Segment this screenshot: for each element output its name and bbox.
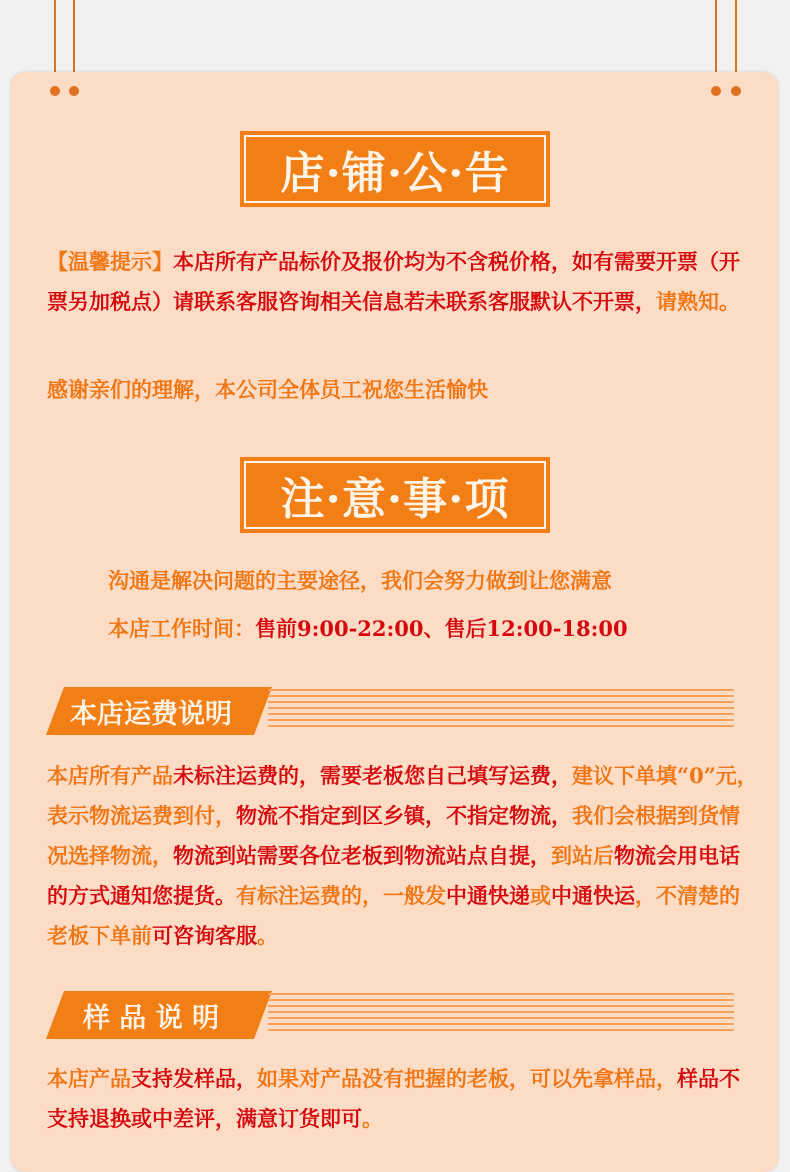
shipping-text-11: 或 [530,883,551,908]
sample-header-stripes [268,993,734,1041]
sample-title: 样 品 说 明 [82,1002,220,1034]
notice-reminder-tag: 【温馨提示】 [47,249,173,274]
shipping-text-7: 到站后 [551,843,614,868]
sample-text-4: 样品不支持退换或中差评，满意订货即可 [47,1066,740,1131]
shipping-text-6: 物流到站需要各位老板到物流站点自提， [173,843,551,868]
shipping-text-9: 有标注运费的，一般发 [236,883,446,908]
shipping-header [46,687,276,735]
attention-title: 注·意·事·项 [244,461,546,529]
sample-paragraph [47,1059,759,1139]
store-notice-title: 店·铺·公·告 [244,135,546,203]
hanging-dot-right-1 [711,86,721,96]
shipping-text-13: ，不清楚的老板下单前 [47,883,740,948]
store-notice-badge [240,131,550,207]
shipping-header-stripes [268,689,734,737]
attention-badge [240,457,550,533]
sample-text-1: 本店产品 [47,1066,131,1091]
attention-line-hours [108,613,628,643]
notice-ending: 请熟知。 [656,289,740,314]
hours-value: 售前9:00-22:00、售后12:00-18:00 [255,616,628,641]
shipping-text-10: 中通快递 [446,883,530,908]
shipping-text-15: 。 [257,923,278,948]
hanging-dot-left-1 [50,86,60,96]
shipping-text-1: 本店所有产品 [47,763,173,788]
hanging-dot-right-2 [731,86,741,96]
shipping-text-2: 未标注运费的，需要老板您自己填写运费， [173,763,572,788]
notice-thanks: 感谢亲们的理解，本公司全体员工祝您生活愉快 [47,377,488,402]
shipping-text-8: 物流会用电话的方式通知您提货。 [47,843,740,908]
sample-text-3: 如果对产品没有把握的老板，可以先拿样品， [257,1066,677,1091]
sample-text-2: 支持发样品， [131,1066,257,1091]
shipping-title: 本店运费说明 [70,698,232,730]
hours-label: 本店工作时间： [108,616,255,641]
attention-line-communication: 沟通是解决问题的主要途径，我们会努力做到让您满意 [108,568,612,593]
sample-text-5: 。 [362,1106,383,1131]
shipping-paragraph [47,756,759,956]
sample-header [46,991,276,1039]
shipping-text-4: 物流不指定到区乡镇，不指定物流， [236,803,572,828]
notice-invoice-text: 本店所有产品标价及报价均为不含税价格，如有需要开票（开票另加税点）请联系客服咨询相关信息若未联系客服默认不开票， [47,249,740,314]
hanging-dot-left-2 [69,86,79,96]
notice-paragraph [47,242,759,322]
shipping-text-12: 中通快运 [551,883,635,908]
shipping-text-5: 我们会根据到货情况选择物流， [47,803,740,868]
shipping-text-3: 建议下单填“0”元，表示物流运费到付， [47,763,758,828]
shipping-text-14: 可咨询客服 [152,923,257,948]
